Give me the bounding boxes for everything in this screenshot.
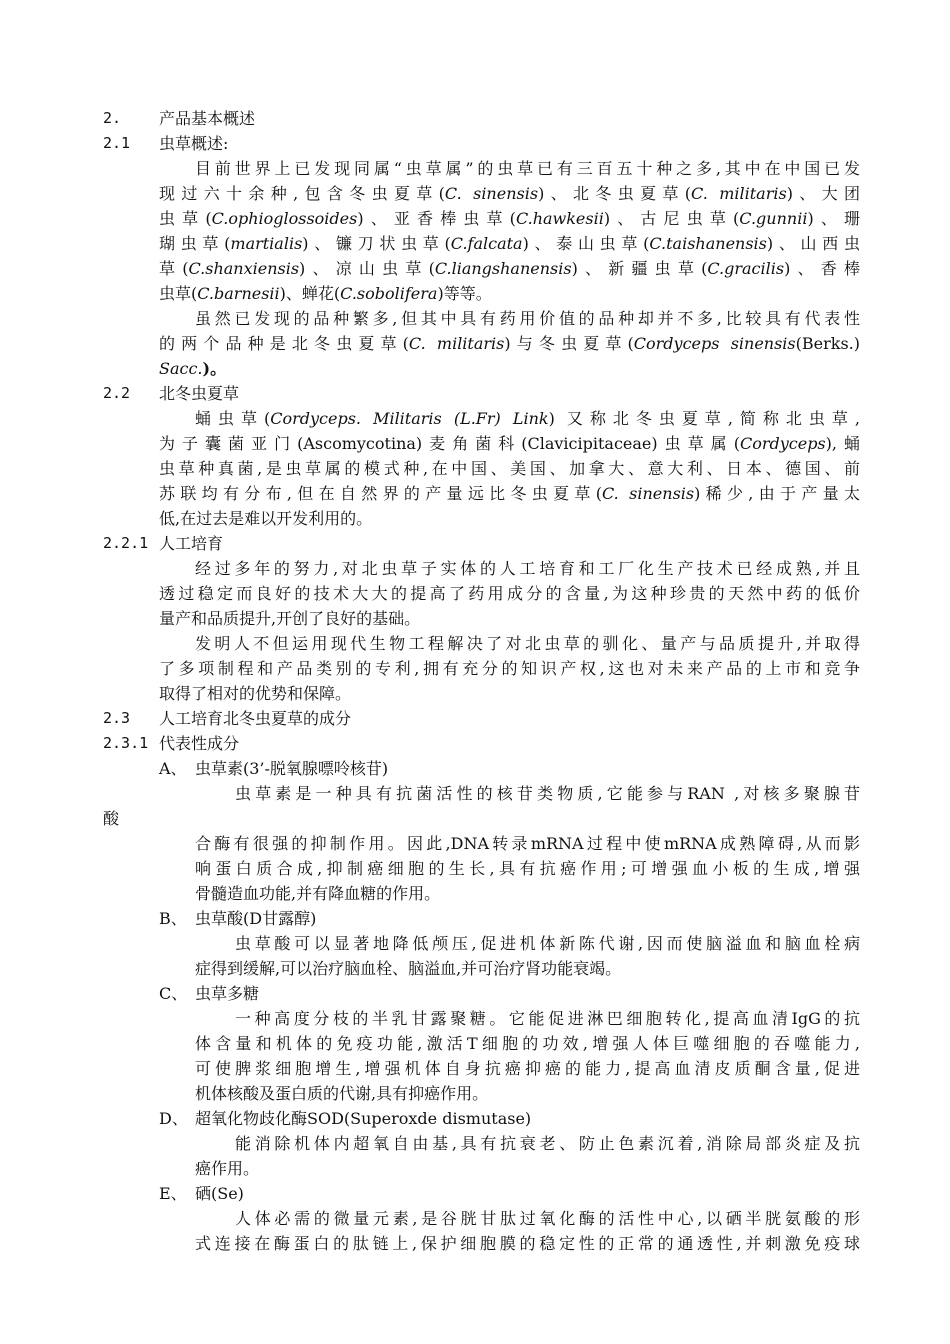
paragraph-line: 一种高度分枝的半乳甘露聚糖。它能促进淋巴细胞转化,提高血清IgG的抗 <box>235 1009 860 1028</box>
paragraph-line: 人体必需的微量元素,是谷胱甘肽过氧化酶的活性中心,以硒半胱氨酸的形 <box>235 1209 860 1228</box>
paragraph-line: 能消除机体内超氧自由基,具有抗衰老、防止色素沉着,消除局部炎症及抗 <box>235 1134 860 1153</box>
section-number: 2.1 <box>103 134 131 152</box>
paragraph-line: 苏联均有分布,但在自然界的产量远比冬虫夏草(C. sinensis)稀少,由于产量太 <box>159 484 860 503</box>
paragraph-line: 虫草酸可以显著地降低颅压,促进机体新陈代谢,因而使脑溢血和脑血栓病 <box>235 934 860 953</box>
section-number: 2.3 <box>103 709 131 727</box>
section-number: 2.2.1 <box>103 534 149 552</box>
section-number: 2.2 <box>103 384 131 402</box>
paragraph-line: 草(C.shanxiensis)、凉山虫草(C.liangshanensis)、新疆虫草(C.gracilis)、香棒 <box>159 259 860 278</box>
paragraph-line: 发明人不但运用现代生物工程解决了对北虫草的驯化、量产与品质提升,并取得 <box>195 634 860 653</box>
paragraph-line: 经过多年的努力,对北虫草子实体的人工培育和工厂化生产技术已经成熟,并且 <box>195 559 860 578</box>
paragraph-line: 机体核酸及蛋白质的代谢,具有抑癌作用。 <box>195 1084 489 1103</box>
item-label: A、 <box>159 759 187 778</box>
paragraph-line: 了多项制程和产品类别的专利,拥有充分的知识产权,这也对未来产品的上市和竞争 <box>159 659 860 678</box>
item-title: 硒(Se) <box>195 1184 244 1203</box>
section-title: 代表性成分 <box>159 734 240 753</box>
section-title: 北冬虫夏草 <box>159 384 240 403</box>
item-label: B、 <box>159 909 187 928</box>
paragraph-line: 量产和品质提升,开创了良好的基础。 <box>159 609 421 628</box>
paragraph-line: 响蛋白质合成,抑制癌细胞的生长,具有抗癌作用;可增强血小板的生成,增强 <box>195 859 860 878</box>
paragraph-line: 虫草(C.ophioglossoides)、亚香棒虫草(C.hawkesii)、古尼虫草(C.gunnii)、珊 <box>159 209 860 228</box>
paragraph-line: 透过稳定而良好的技术大大的提高了药用成分的含量,为这种珍贵的天然中药的低价 <box>159 584 860 603</box>
section-number: 2. <box>103 109 122 127</box>
paragraph-line: 虽然已发现的品种繁多,但其中具有药用价值的品种却并不多,比较具有代表性 <box>195 309 860 328</box>
paragraph-line: Sacc.)。 <box>159 359 227 378</box>
section-title: 虫草概述: <box>159 134 229 153</box>
section-title: 人工培育北冬虫夏草的成分 <box>159 709 352 728</box>
paragraph-line: 为子囊菌亚门(Ascomycotina)麦角菌科(Clavicipitaceae)虫草属(Cordyceps),蛹 <box>159 434 860 453</box>
item-label: E、 <box>159 1184 187 1203</box>
paragraph-line: 合酶有很强的抑制作用。因此,DNA转录mRNA过程中使mRNA成熟障碍,从而影 <box>195 834 860 853</box>
item-title: 虫草多糖 <box>195 984 260 1003</box>
paragraph-line: 目前世界上已发现同属“虫草属”的虫草已有三百五十种之多,其中在中国已发 <box>195 159 860 178</box>
section-title: 产品基本概述 <box>159 109 256 128</box>
item-title: 虫草酸(D甘露醇) <box>195 909 317 928</box>
paragraph-line: 体含量和机体的免疫功能,激活T细胞的功效,增强人体巨噬细胞的吞噬能力, <box>195 1034 860 1053</box>
paragraph-line: 可使脾浆细胞增生,增强机体自身抗癌抑癌的能力,提高血清皮质酮含量,促进 <box>195 1059 860 1078</box>
item-label: C、 <box>159 984 188 1003</box>
paragraph-line: 蛹虫草(Cordyceps. Militaris (L.Fr) Link) 又称北冬虫夏草,简称北虫草, <box>195 409 860 428</box>
paragraph-line: 式连接在酶蛋白的肽链上,保护细胞膜的稳定性的正常的通透性,并刺激免疫球 <box>195 1234 860 1253</box>
paragraph-line: 低,在过去是难以开发利用的。 <box>159 509 373 528</box>
paragraph-line: 虫草素是一种具有抗菌活性的核苷类物质,它能参与RAN ,对核多聚腺苷 <box>235 784 860 803</box>
paragraph-line: 癌作用。 <box>195 1159 260 1178</box>
paragraph-line: 骨髓造血功能,并有降血糖的作用。 <box>195 884 441 903</box>
item-label: D、 <box>159 1109 188 1128</box>
paragraph-line: 瑚虫草(martialis)、镰刀状虫草(C.falcata)、泰山虫草(C.taishanensis)、山西虫 <box>159 234 860 253</box>
paragraph-line: 症得到缓解,可以治疗脑血栓、脑溢血,并可治疗肾功能衰竭。 <box>195 959 622 978</box>
paragraph-line: 现过六十余种,包含冬虫夏草(C. sinensis)、北冬虫夏草(C. militaris)、大团 <box>159 184 860 203</box>
paragraph-line: 虫草(C.barnesii)、蝉花(C.sobolifera)等等。 <box>159 284 492 303</box>
item-title: 超氧化物歧化酶SOD(Superoxde dismutase) <box>195 1109 532 1128</box>
paragraph-line: 酸 <box>103 809 120 828</box>
paragraph-line: 取得了相对的优势和保障。 <box>159 684 352 703</box>
paragraph-line: 虫草种真菌,是虫草属的模式种,在中国、美国、加拿大、意大利、日本、德国、前 <box>159 459 860 478</box>
section-title: 人工培育 <box>159 534 224 553</box>
item-title: 虫草素(3’-脱氧腺嘌呤核苷) <box>195 759 389 778</box>
section-number: 2.3.1 <box>103 734 149 752</box>
paragraph-line: 的两个品种是北冬虫夏草(C. militaris)与冬虫夏草(Cordyceps sinensis(Berks.) <box>159 334 860 353</box>
